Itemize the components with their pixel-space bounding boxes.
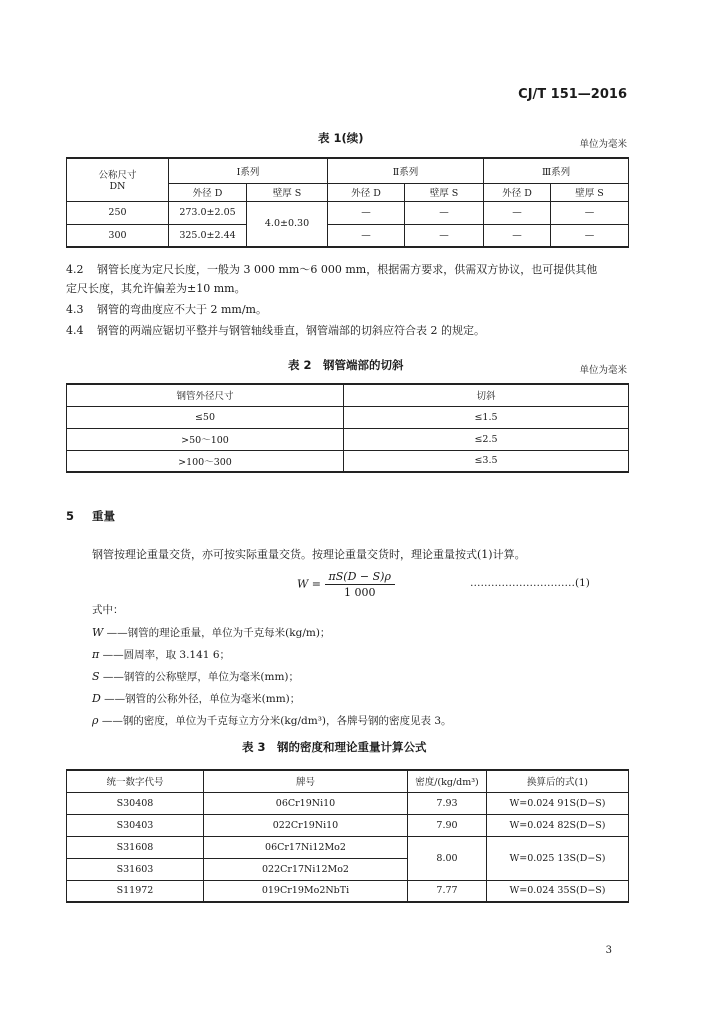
table2-cell-bevel: ≤1.5 — [344, 406, 629, 428]
clause-4-4 — [66, 321, 485, 340]
table1-cell-s3od: — — [484, 224, 551, 247]
table2-header-od: 钢管外径尺寸 — [67, 384, 344, 406]
definition-item — [92, 622, 652, 644]
table3 — [66, 769, 629, 903]
page-number: 3 — [605, 945, 612, 956]
clause-number: 4.4 — [66, 324, 84, 337]
definition-text: ——钢的密度，单位为千克每立方分米(kg/dm³)，各牌号钢的密度见表 3。 — [101, 715, 452, 727]
table1-header-od: 外径 D — [169, 183, 247, 201]
table1-header-series2: Ⅱ系列 — [328, 158, 484, 183]
table3-cell-grade: 06Cr19Ni10 — [204, 792, 408, 814]
table1-header-series3: Ⅲ系列 — [484, 158, 629, 183]
table1-header-wt: 壁厚 S — [551, 183, 629, 201]
table2-cell-bevel: ≤3.5 — [344, 450, 629, 472]
table3-caption: 表 3 钢的密度和理论重量计算公式 — [242, 740, 427, 754]
table3-cell-formula-merged: W=0.025 13S(D−S) — [487, 836, 629, 880]
table3-header-grade: 牌号 — [204, 770, 408, 792]
table3-cell-code: S31603 — [67, 858, 204, 880]
table-row — [67, 880, 629, 902]
table1-cell-wt-merged: 4.0±0.30 — [247, 201, 328, 247]
table2-unit: 单位为毫米 — [579, 365, 627, 376]
table3-header-code: 统一数字代号 — [67, 770, 204, 792]
table1-cell-s2od: — — [328, 224, 405, 247]
clause-text: 钢管的弯曲度应不大于 2 mm/m。 — [97, 303, 267, 316]
table-row — [67, 406, 629, 428]
table3-cell-grade: 06Cr17Ni12Mo2 — [204, 836, 408, 858]
definition-item — [92, 644, 652, 666]
table1-cell-s3wt: — — [551, 224, 629, 247]
definition-item — [92, 688, 652, 710]
formula-fraction — [325, 570, 395, 599]
symbol: S — [92, 670, 100, 683]
table2-cell-bevel: ≤2.5 — [344, 428, 629, 450]
clause-text: 钢管的两端应锯切平整并与钢管轴线垂直，钢管端部的切斜应符合表 2 的规定。 — [97, 324, 485, 337]
table-row — [67, 836, 629, 858]
table-row — [67, 792, 629, 814]
table3-cell-density: 7.77 — [408, 880, 487, 902]
standard-number: CJ/T 151—2016 — [518, 87, 627, 102]
table1-unit: 单位为毫米 — [579, 139, 627, 150]
formula-denominator: 1 000 — [343, 586, 376, 599]
symbol: π — [92, 648, 100, 661]
symbol: D — [92, 692, 101, 705]
table2-cell-od: >100～300 — [67, 450, 344, 472]
table3-cell-density: 7.90 — [408, 814, 487, 836]
table3-cell-formula: W=0.024 35S(D−S) — [487, 880, 629, 902]
table1-cell-s3wt: — — [551, 201, 629, 224]
table1-cell-s2wt: — — [405, 224, 484, 247]
table3-cell-density-merged: 8.00 — [408, 836, 487, 880]
table3-cell-formula: W=0.024 91S(D−S) — [487, 792, 629, 814]
table1-header-size-label: 公称尺寸 — [98, 170, 137, 182]
table-row — [67, 428, 629, 450]
table-row — [67, 814, 629, 836]
table-row — [67, 201, 629, 224]
table2-cell-od: ≤50 — [67, 406, 344, 428]
table3-cell-grade: 022Cr17Ni12Mo2 — [204, 858, 408, 880]
definition-text: ——钢管的理论重量，单位为千克每米(kg/m)； — [106, 627, 331, 639]
table1-header-od: 外径 D — [484, 183, 551, 201]
clause-text: 钢管长度为定尺长度，一般为 3 000 mm～6 000 mm，根据需方要求，供需双方协议，也可提供其他 — [97, 263, 598, 276]
table-row — [67, 224, 629, 247]
table3-cell-code: S31608 — [67, 836, 204, 858]
table3-header-density: 密度/(kg/dm³) — [408, 770, 487, 792]
table1-header-wt: 壁厚 S — [405, 183, 484, 201]
table1-cell-s2wt: — — [405, 201, 484, 224]
table1-header-series1: Ⅰ系列 — [169, 158, 328, 183]
table3-cell-grade: 019Cr19Mo2NbTi — [204, 880, 408, 902]
formula-numerator: πS(D − S)ρ — [325, 570, 395, 585]
table1-cell-od: 325.0±2.44 — [169, 224, 247, 247]
table2-cell-od: >50～100 — [67, 428, 344, 450]
formula-number: …………………………(1) — [470, 577, 590, 589]
table1 — [66, 157, 629, 248]
table3-cell-formula: W=0.024 82S(D−S) — [487, 814, 629, 836]
definition-text: ——钢管的公称壁厚，单位为毫米(mm)； — [102, 671, 299, 683]
clause-4-2 — [66, 260, 597, 279]
table1-cell-od: 273.0±2.05 — [169, 201, 247, 224]
section-title: 重量 — [92, 509, 116, 523]
symbol-definitions — [92, 622, 652, 732]
table3-cell-code: S30408 — [67, 792, 204, 814]
symbol: W — [92, 626, 104, 639]
table3-header-formula: 换算后的式(1) — [487, 770, 629, 792]
table1-caption: 表 1(续) — [318, 131, 364, 145]
table1-header-dn-label: DN — [109, 181, 126, 193]
definition-text: ——圆周率，取 3.141 6； — [102, 649, 230, 661]
clause-number: 4.3 — [66, 303, 84, 316]
section5-heading — [66, 508, 115, 524]
table3-cell-grade: 022Cr19Ni10 — [204, 814, 408, 836]
clause-number: 4.2 — [66, 263, 84, 276]
table2 — [66, 383, 629, 473]
table1-cell-dn: 250 — [67, 201, 169, 224]
table1-header-wt: 壁厚 S — [247, 183, 328, 201]
table1-cell-dn: 300 — [67, 224, 169, 247]
symbol: ρ — [92, 714, 99, 727]
table-row — [67, 450, 629, 472]
section-number: 5 — [66, 509, 75, 523]
table1-cell-s2od: — — [328, 201, 405, 224]
table3-cell-code: S30403 — [67, 814, 204, 836]
definition-item — [92, 710, 652, 732]
table2-caption: 表 2 钢管端部的切斜 — [288, 358, 404, 372]
where-label: 式中： — [92, 604, 124, 616]
clause-4-2-cont: 定尺长度，其允许偏差为±10 mm。 — [66, 282, 246, 295]
formula-1 — [297, 570, 395, 599]
definition-item — [92, 666, 652, 688]
table1-header-size — [67, 158, 169, 201]
table1-cell-s3od: — — [484, 201, 551, 224]
formula-lhs: W = — [297, 577, 322, 591]
table1-header-od: 外径 D — [328, 183, 405, 201]
table3-cell-code: S11972 — [67, 880, 204, 902]
definition-text: ——钢管的公称外径，单位为毫米(mm)； — [104, 693, 301, 705]
clause-4-3 — [66, 300, 267, 319]
table2-header-bevel: 切斜 — [344, 384, 629, 406]
table3-cell-density: 7.93 — [408, 792, 487, 814]
section5-paragraph: 钢管按理论重量交货，亦可按实际重量交货。按理论重量交货时，理论重量按式(1)计算。 — [92, 548, 526, 561]
